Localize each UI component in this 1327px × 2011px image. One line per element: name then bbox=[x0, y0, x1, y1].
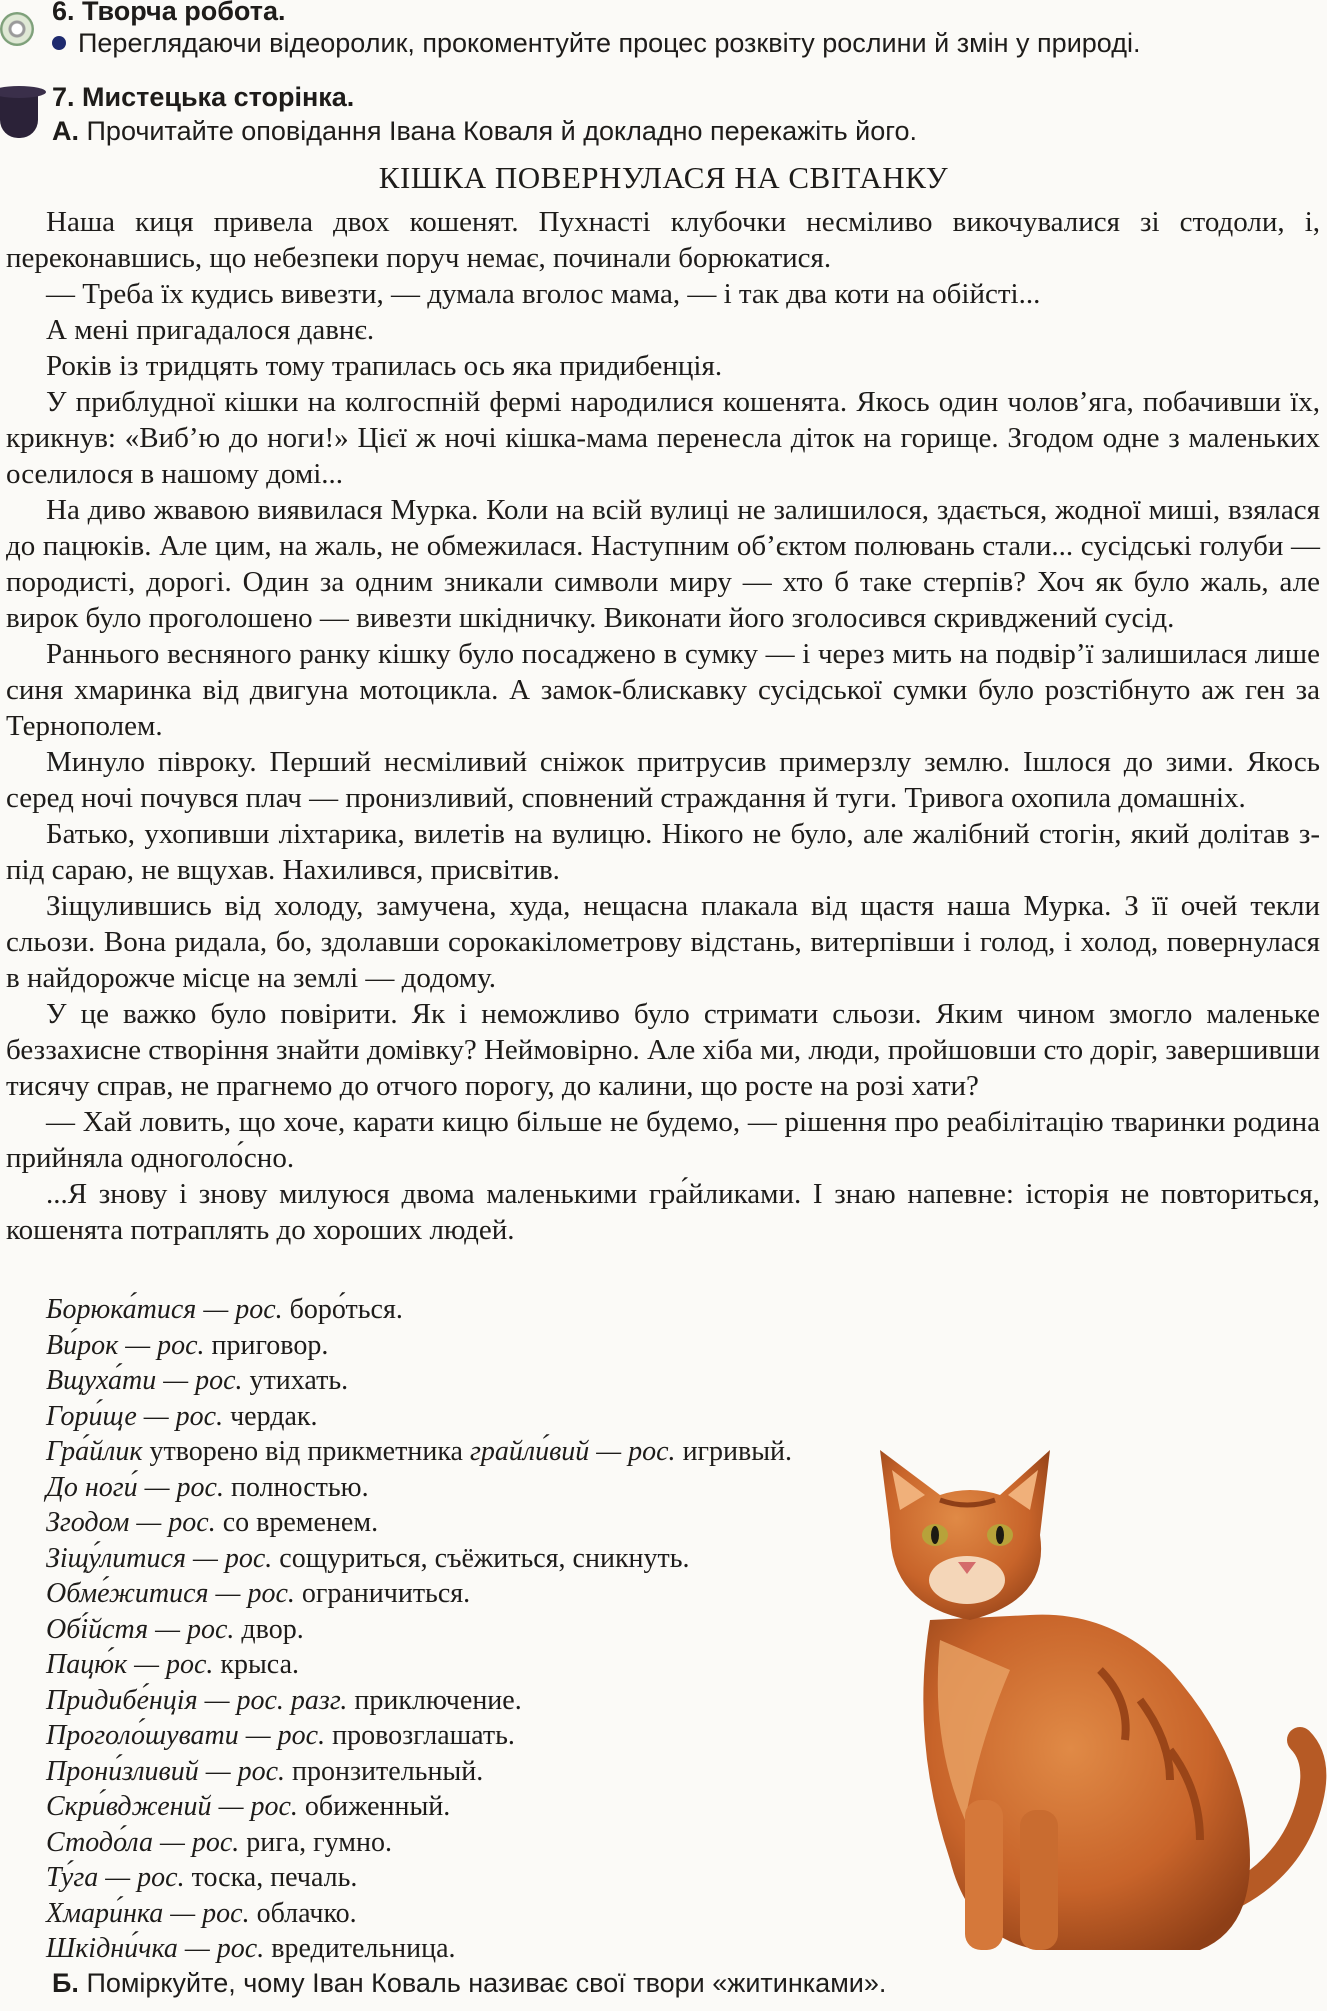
glossary-term: Прони́зливий bbox=[46, 1755, 199, 1787]
glossary-lang: — рос. bbox=[137, 1471, 224, 1503]
glossary-term: Скри́вджений bbox=[46, 1791, 212, 1822]
story-paragraph: Раннього весняного ранку кішку було посаджено в сумку — і через мить на подвір’ї залишилася лише синя хмаринка від двигуна мотоцикла. А замок-блискавку сусідської сумки було розстібнуто аж ген за Тернополем. bbox=[6, 638, 1320, 742]
story-paragraph: Батько, ухопивши ліхтарика, вилетів на вулицю. Нікого не було, але жалібний стогін, який долітав з-під сараю, не вщухав. Нахилився, присвітив. bbox=[6, 818, 1320, 886]
glossary-item bbox=[46, 1754, 906, 1790]
story-title: КІШКА ПОВЕРНУЛАСЯ НА СВІТАНКУ bbox=[378, 160, 949, 195]
glossary-lang: — рос. bbox=[208, 1578, 295, 1609]
glossary-term: Обме́житися bbox=[46, 1578, 209, 1609]
glossary-item bbox=[46, 1931, 906, 1967]
story-paragraph: У приблудної кішки на колгоспній фермі народилися кошенята. Якось один чолов’яга, побачивши їх, крикнув: «Виб’ю до ноги!» Цієї ж ночі кішка-мама перенесла діток на горище. Згодом одне з маленьких оселилося в нашому домі... bbox=[6, 386, 1320, 490]
glossary-translation: со временем. bbox=[215, 1507, 379, 1538]
glossary-item bbox=[46, 1647, 906, 1683]
task-b bbox=[52, 1966, 886, 2000]
glossary-term: Обі́йстя bbox=[46, 1613, 149, 1645]
task-7 bbox=[52, 80, 354, 114]
glossary-translation: ограничиться. bbox=[294, 1578, 471, 1609]
glossary-translation: обиженный. bbox=[297, 1791, 451, 1822]
glossary-item bbox=[46, 1683, 906, 1719]
glossary-term: Ту́га bbox=[46, 1862, 99, 1893]
glossary-item bbox=[46, 1399, 906, 1435]
glossary-translation: сощуриться, съёжиться, сникнуть. bbox=[272, 1542, 690, 1574]
story-paragraph: Наша киця привела двох кошенят. Пухнасті клубочки несміливо викочувалися зі стодоли, і, переконавшись, що небезпеки поруч немає, починали борюкатися. bbox=[6, 206, 1320, 274]
glossary-translation: приговор. bbox=[204, 1329, 329, 1361]
glossary-item bbox=[46, 1505, 906, 1541]
story-paragraph: Років із тридцять тому трапилась ось яка придибенція. bbox=[46, 350, 723, 382]
story-paragraph: — Треба їх кудись вивезти, — думала вголос мама, — і так два коти на обійсті... bbox=[46, 278, 1041, 310]
glossary-translation: пронзительный. bbox=[285, 1755, 484, 1787]
glossary-term: Стодо́ла bbox=[46, 1826, 153, 1858]
cat-illustration bbox=[870, 1440, 1327, 1960]
glossary-term: До ноги́ bbox=[46, 1471, 138, 1503]
task-6-text: Переглядаючи відеоролик, прокоментуйте процес розквіту рослини й змін у природі. bbox=[78, 28, 1141, 58]
glossary-item bbox=[46, 1896, 906, 1932]
task-7a-marker: А. bbox=[52, 116, 79, 146]
glossary-lang: — рос. bbox=[163, 1897, 250, 1929]
glossary bbox=[46, 1292, 906, 1967]
glossary-lang: — рос. bbox=[156, 1365, 243, 1396]
glossary-term: Зіщу́литися bbox=[46, 1542, 186, 1574]
glossary-term: Ви́рок bbox=[46, 1329, 119, 1361]
task-6-title: 6. Творча робота. bbox=[52, 0, 286, 26]
story-body bbox=[6, 204, 1320, 1248]
bullet-icon bbox=[52, 36, 66, 50]
glossary-item bbox=[46, 1718, 906, 1754]
glossary-term: Гра́йлик bbox=[46, 1436, 143, 1467]
glossary-lang: — рос. bbox=[152, 1826, 240, 1858]
glossary-lang: — рос. bbox=[589, 1436, 676, 1467]
glossary-translation: крыса. bbox=[213, 1649, 300, 1680]
glossary-term: Вщуха́ти bbox=[46, 1365, 157, 1396]
story-paragraph: Зіщулившись від холоду, замучена, худа, нещасна плакала від щастя наша Мурка. З її очей текли сльози. Вона ридала, бо, здолавши сорокакілометрову відстань, витерпівши і голод, і холод, повернулася в найдорожче місце на землі — додому. bbox=[6, 890, 1320, 994]
glossary-translation: приключение. bbox=[347, 1684, 522, 1716]
glossary-term: Пацю́к bbox=[46, 1649, 128, 1680]
art-cup-icon bbox=[0, 92, 38, 138]
glossary-derivation: утворено від прикметника bbox=[142, 1436, 470, 1467]
glossary-item bbox=[46, 1292, 906, 1328]
task-7a bbox=[52, 114, 917, 148]
glossary-item bbox=[46, 1789, 906, 1825]
glossary-item bbox=[46, 1434, 906, 1470]
glossary-lang: — рос. разг. bbox=[197, 1684, 348, 1716]
glossary-item bbox=[46, 1328, 906, 1364]
task-b-marker: Б. bbox=[52, 1968, 79, 1998]
story-paragraph: — Хай ловить, що хоче, карати кицю більше не будемо, — рішення про реабілітацію тваринки родина прийняла одноголо́сно. bbox=[6, 1106, 1320, 1174]
task-6 bbox=[52, 0, 285, 28]
story-paragraph: У це важко було повірити. Як і неможливо було стримати сльози. Яким чином змогло маленьке беззахисне створіння знайти домівку? Неймовірно. Але хіба ми, люди, пройшовши сто доріг, завершивши тисячу справ, не прагнемо до отчого порогу, до калини, що росте на розі хати? bbox=[6, 998, 1320, 1102]
glossary-translation: облачко. bbox=[249, 1897, 357, 1929]
task-7a-text: Прочитайте оповідання Івана Коваля й докладно перекажіть його. bbox=[86, 116, 918, 146]
glossary-item bbox=[46, 1860, 906, 1896]
glossary-translation: рига, гумно. bbox=[239, 1826, 392, 1858]
glossary-item bbox=[46, 1470, 906, 1506]
glossary-term: Згодом bbox=[46, 1507, 130, 1538]
glossary-lang: — рос. bbox=[238, 1720, 326, 1751]
story-paragraph: На диво жвавою виявилася Мурка. Коли на всій вулиці не залишилося, здається, жодної миші, взялася до пацюків. Але цим, на жаль, не обмежилася. Наступним об’єктом полювань стали... сусідські голуби — породисті, дорогі. Один за одним зникали символи миру — хто б таке стерпів? Хоч як було жаль, але вирок було проголошено — вивезти шкідничку. Виконати його зголосився скривджений сусід. bbox=[6, 494, 1320, 634]
glossary-lang: — рос. bbox=[127, 1649, 214, 1680]
glossary-lang: — рос. bbox=[98, 1862, 185, 1893]
glossary-lang: — рос. bbox=[185, 1542, 273, 1574]
glossary-lang: — рос. bbox=[198, 1755, 286, 1787]
glossary-term: Проголо́шувати bbox=[46, 1720, 239, 1751]
glossary-lang: — рос. bbox=[211, 1791, 298, 1822]
glossary-term: грайли́вий bbox=[469, 1436, 590, 1467]
video-disc-icon bbox=[0, 12, 34, 46]
glossary-term: Борюка́тися bbox=[46, 1294, 197, 1325]
task-7-title: 7. Мистецька сторінка. bbox=[52, 82, 355, 112]
glossary-translation: чердак. bbox=[223, 1400, 318, 1432]
glossary-term: Хмари́нка bbox=[46, 1897, 164, 1929]
glossary-translation: провозглашать. bbox=[325, 1720, 515, 1751]
glossary-lang: — рос. bbox=[136, 1400, 224, 1432]
glossary-lang: — рос. bbox=[129, 1507, 216, 1538]
glossary-item bbox=[46, 1363, 906, 1399]
glossary-translation: тоска, печаль. bbox=[184, 1862, 358, 1893]
glossary-item bbox=[46, 1541, 906, 1577]
glossary-lang: — рос. bbox=[118, 1329, 205, 1361]
glossary-item bbox=[46, 1825, 906, 1861]
glossary-translation: полностью. bbox=[223, 1471, 369, 1503]
task-6-instruction bbox=[52, 26, 1140, 60]
glossary-lang: — рос. bbox=[177, 1933, 265, 1964]
glossary-term: Придибе́нція bbox=[46, 1684, 198, 1716]
story-paragraph: А мені пригадалося давнє. bbox=[46, 314, 375, 346]
glossary-item bbox=[46, 1576, 906, 1612]
glossary-translation: боро́ться. bbox=[282, 1294, 403, 1325]
story-paragraph: Минуло півроку. Перший несміливий сніжок притрусив примерзлу землю. Ішлося до зими. Якось серед ночі почувся плач — пронизливий, сповнений страждання й туги. Тривога охопила домашніх. bbox=[6, 746, 1320, 814]
glossary-translation: вредительница. bbox=[264, 1933, 456, 1964]
glossary-term: Гори́ще bbox=[46, 1400, 137, 1432]
task-b-text: Поміркуйте, чому Іван Коваль називає свої твори «житинками». bbox=[86, 1968, 887, 1998]
story-paragraph: ...Я знову і знову милуюся двома маленькими гра́йликами. І знаю напевне: історія не повториться, кошенята потраплять до хороших людей. bbox=[6, 1178, 1320, 1246]
glossary-translation: двор. bbox=[234, 1613, 304, 1645]
glossary-term: Шкідни́чка bbox=[46, 1933, 178, 1964]
glossary-lang: — рос. bbox=[148, 1613, 235, 1645]
glossary-lang: — рос. bbox=[196, 1294, 283, 1325]
glossary-translation: игривый. bbox=[675, 1436, 793, 1467]
glossary-item bbox=[46, 1612, 906, 1648]
glossary-translation: утихать. bbox=[242, 1365, 349, 1396]
